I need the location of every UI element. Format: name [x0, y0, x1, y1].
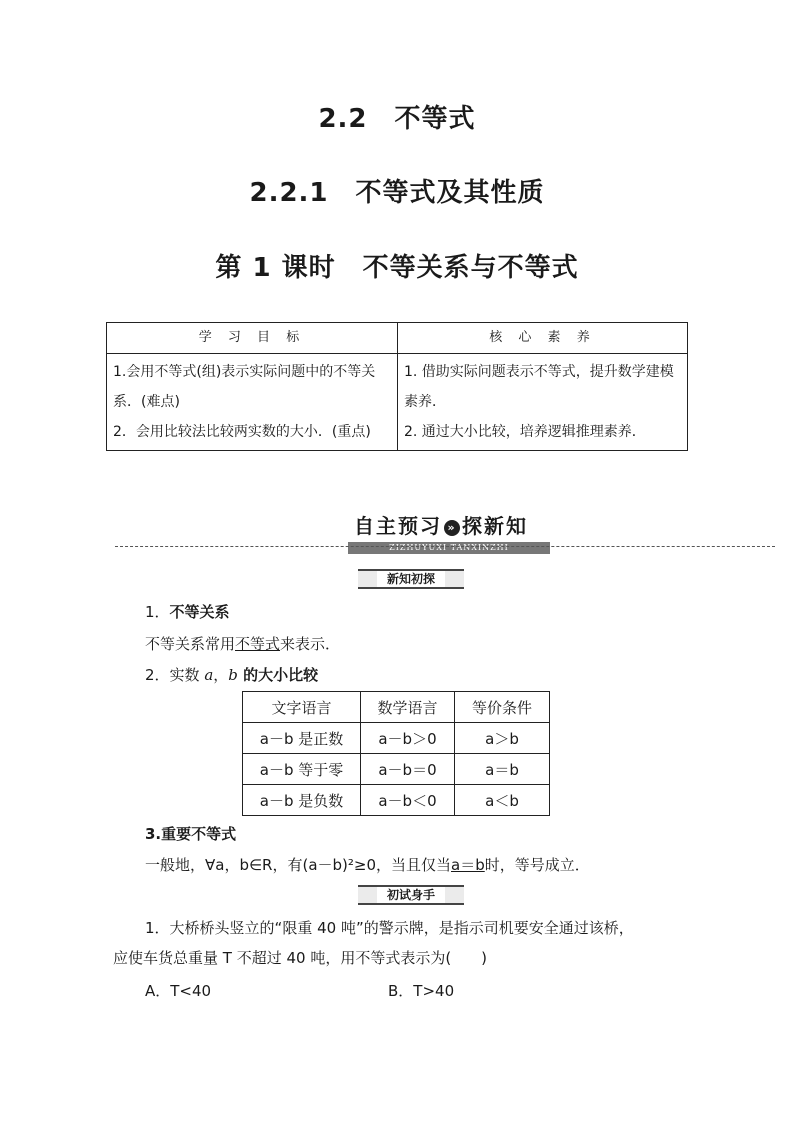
option-a: A．T<40 [145, 982, 212, 1000]
item3-text [145, 854, 590, 875]
section-title: 2.2 不等式 [318, 104, 476, 134]
goal-item: 1.会用不等式(组)表示实际问题中的不等关系．(难点) [113, 364, 376, 410]
goals-table-header-row [107, 323, 688, 354]
table-cell: a＜b [455, 785, 550, 816]
item1-text-answer: 不等式 [235, 635, 281, 653]
goals-table [106, 322, 688, 451]
header-cell: 文字语言 [243, 692, 361, 723]
header-cell: 数学语言 [361, 692, 455, 723]
question1-line2: 应使车货总重量 T 不超过 40 吨，用不等式表示为( ) [113, 949, 488, 967]
goals-table-body-row [107, 354, 688, 451]
tag-new-knowledge [358, 569, 464, 589]
table-row [243, 785, 550, 816]
lesson-title: 第 1 课时 不等关系与不等式 [215, 253, 579, 283]
table-cell: a－b＞0 [361, 723, 455, 754]
var-b: b [228, 666, 238, 684]
table-cell: a－b＝0 [361, 754, 455, 785]
goal-item: 2．会用比较法比较两实数的大小．(重点) [113, 424, 371, 440]
question1-line1: 1．大桥桥头竖立的“限重 40 吨”的警示牌，是指示司机要安全通过该桥， [145, 919, 634, 937]
table-cell: a－b 是负数 [243, 785, 361, 816]
tag-label: 新知初探 [377, 571, 445, 587]
table-row [243, 723, 550, 754]
table-cell: a－b 等于零 [243, 754, 361, 785]
dashed-divider [115, 546, 775, 547]
goals-cell [107, 354, 398, 451]
item3-heading: 3.重要不等式 [145, 825, 237, 843]
table-cell: a＝b [455, 754, 550, 785]
literacy-item: 1. 借助实际问题表示不等式，提升数学建模素养． [404, 364, 674, 410]
double-arrow-icon: » [444, 520, 460, 536]
banner-title [354, 512, 528, 540]
item2-heading [145, 664, 318, 685]
goals-header: 学 习 目 标 [107, 323, 398, 354]
table-cell: a－b＜0 [361, 785, 455, 816]
comparison-table [242, 691, 550, 816]
item1-num: 1． [145, 603, 170, 621]
banner-pinyin: ZIZHUYUXI TANXINZHI [348, 542, 550, 554]
item1-heading [145, 601, 230, 622]
item2-num: 2．实数 [145, 666, 205, 684]
table-row [243, 754, 550, 785]
item1-text-post: 来表示． [280, 635, 341, 653]
option-b: B．T>40 [388, 982, 455, 1000]
literacy-item: 2. 通过大小比较，培养逻辑推理素养． [404, 424, 646, 440]
var-a: a [204, 666, 214, 684]
header-cell: 等价条件 [455, 692, 550, 723]
subsection-title: 2.2.1 不等式及其性质 [249, 178, 545, 208]
item1-title: 不等关系 [169, 603, 230, 621]
comparison-header-row [243, 692, 550, 723]
item1-text [145, 633, 340, 654]
table-cell: a＞b [455, 723, 550, 754]
item3-text-post: 时，等号成立． [484, 856, 590, 874]
item2-sep: ， [213, 666, 229, 684]
tag-first-try [358, 885, 464, 905]
table-cell: a－b 是正数 [243, 723, 361, 754]
item1-text-pre: 不等关系常用 [145, 635, 236, 653]
banner-right: 探新知 [462, 514, 528, 538]
item3-text-answer: a＝b [451, 856, 485, 874]
tag-label: 初试身手 [377, 887, 445, 903]
item2-title: 的大小比较 [237, 666, 319, 684]
literacy-cell [398, 354, 688, 451]
banner-left: 自主预习 [354, 514, 442, 538]
item3-text-pre: 一般地，∀a，b∈R，有(a－b)²≥0，当且仅当 [145, 856, 452, 874]
literacy-header: 核 心 素 养 [398, 323, 688, 354]
